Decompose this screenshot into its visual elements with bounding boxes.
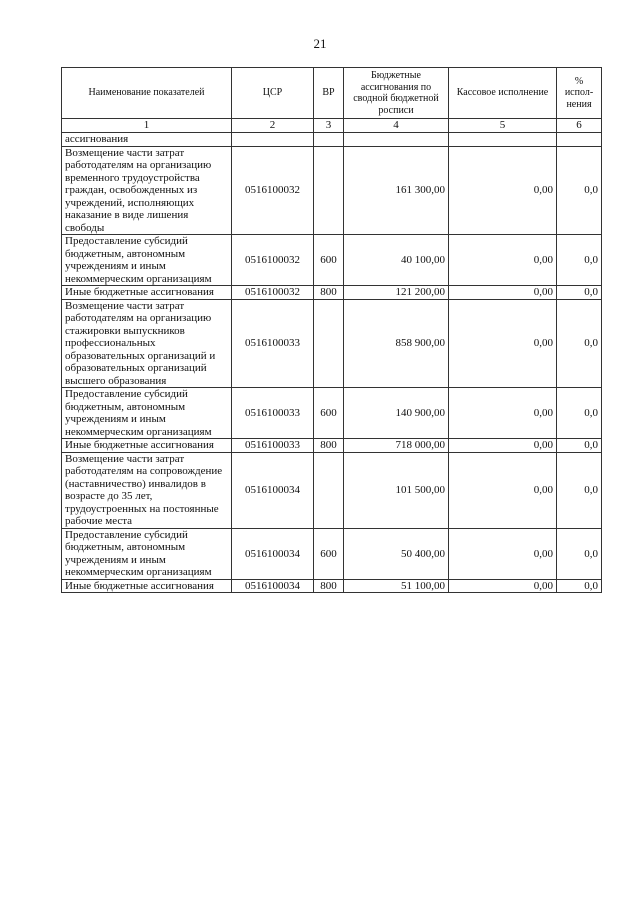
row-vr: 600	[314, 235, 344, 286]
continuation-text: ассигнования	[62, 133, 232, 147]
row-percent: 0,0	[557, 452, 602, 528]
budget-execution-table	[61, 67, 602, 593]
row-vr: 600	[314, 388, 344, 439]
row-vr: 800	[314, 439, 344, 453]
row-percent: 0,0	[557, 286, 602, 300]
row-csr: 0516100033	[232, 299, 314, 388]
row-name: Возмещение части затрат работодателям на сопровождение (наставничество) инвалидов в возрасте до 35 лет, трудоустроенных на постоянные рабочие места	[62, 452, 232, 528]
row-csr: 0516100034	[232, 579, 314, 593]
row-cash: 0,00	[449, 452, 557, 528]
table-row	[62, 299, 602, 388]
row-budget: 161 300,00	[344, 146, 449, 235]
table-row	[62, 439, 602, 453]
empty-cell	[344, 133, 449, 147]
row-cash: 0,00	[449, 299, 557, 388]
page-number: 21	[313, 36, 327, 51]
row-budget: 101 500,00	[344, 452, 449, 528]
empty-cell	[232, 133, 314, 147]
row-vr: 600	[314, 528, 344, 579]
row-name: Предоставление субсидий бюджетным, автономным учреждениям и иным некоммерческим организациям	[62, 528, 232, 579]
empty-cell	[314, 133, 344, 147]
column-number-row	[62, 119, 602, 133]
row-cash: 0,00	[449, 388, 557, 439]
continuation-row	[62, 133, 602, 147]
row-percent: 0,0	[557, 235, 602, 286]
row-name: Предоставление субсидий бюджетным, автономным учреждениям и иным некоммерческим организациям	[62, 235, 232, 286]
column-number: 1	[62, 119, 232, 133]
row-cash: 0,00	[449, 286, 557, 300]
row-percent: 0,0	[557, 528, 602, 579]
row-name: Иные бюджетные ассигнования	[62, 579, 232, 593]
row-budget: 140 900,00	[344, 388, 449, 439]
empty-cell	[449, 133, 557, 147]
column-number: 4	[344, 119, 449, 133]
row-cash: 0,00	[449, 579, 557, 593]
row-name: Иные бюджетные ассигнования	[62, 286, 232, 300]
table-row	[62, 452, 602, 528]
row-budget: 718 000,00	[344, 439, 449, 453]
row-budget: 121 200,00	[344, 286, 449, 300]
row-name: Возмещение части затрат работодателям на организацию временного трудоустройства граждан, освобожденных из учреждений, исполняющих наказание в виде лишения свободы	[62, 146, 232, 235]
row-percent: 0,0	[557, 299, 602, 388]
row-vr: 800	[314, 286, 344, 300]
row-budget: 858 900,00	[344, 299, 449, 388]
row-cash: 0,00	[449, 439, 557, 453]
row-csr: 0516100032	[232, 235, 314, 286]
row-cash: 0,00	[449, 528, 557, 579]
header-csr: ЦСР	[232, 68, 314, 119]
header-cash: Кассовое исполнение	[449, 68, 557, 119]
row-csr: 0516100032	[232, 286, 314, 300]
row-csr: 0516100034	[232, 528, 314, 579]
row-vr	[314, 452, 344, 528]
row-csr: 0516100033	[232, 439, 314, 453]
column-number: 2	[232, 119, 314, 133]
row-csr: 0516100032	[232, 146, 314, 235]
empty-cell	[557, 133, 602, 147]
row-vr	[314, 299, 344, 388]
table-row	[62, 286, 602, 300]
header-name: Наименование показателей	[62, 68, 232, 119]
row-budget: 51 100,00	[344, 579, 449, 593]
column-number: 3	[314, 119, 344, 133]
column-number: 5	[449, 119, 557, 133]
table-row	[62, 528, 602, 579]
table-row	[62, 579, 602, 593]
table-row	[62, 235, 602, 286]
row-percent: 0,0	[557, 146, 602, 235]
row-percent: 0,0	[557, 439, 602, 453]
header-row	[62, 68, 602, 119]
row-budget: 50 400,00	[344, 528, 449, 579]
row-name: Иные бюджетные ассигнования	[62, 439, 232, 453]
row-cash: 0,00	[449, 235, 557, 286]
row-name: Предоставление субсидий бюджетным, автономным учреждениям и иным некоммерческим организациям	[62, 388, 232, 439]
row-percent: 0,0	[557, 388, 602, 439]
row-vr	[314, 146, 344, 235]
table-row	[62, 146, 602, 235]
header-percent: % испол- нения	[557, 68, 602, 119]
row-cash: 0,00	[449, 146, 557, 235]
row-csr: 0516100033	[232, 388, 314, 439]
row-budget: 40 100,00	[344, 235, 449, 286]
row-name: Возмещение части затрат работодателям на организацию стажировки выпускников профессиональных образовательных организаций и образовательных организаций высшего образования	[62, 299, 232, 388]
header-budget: Бюджетные ассигнования по сводной бюджетной росписи	[344, 68, 449, 119]
header-vr: ВР	[314, 68, 344, 119]
table-row	[62, 388, 602, 439]
column-number: 6	[557, 119, 602, 133]
row-vr: 800	[314, 579, 344, 593]
row-csr: 0516100034	[232, 452, 314, 528]
row-percent: 0,0	[557, 579, 602, 593]
